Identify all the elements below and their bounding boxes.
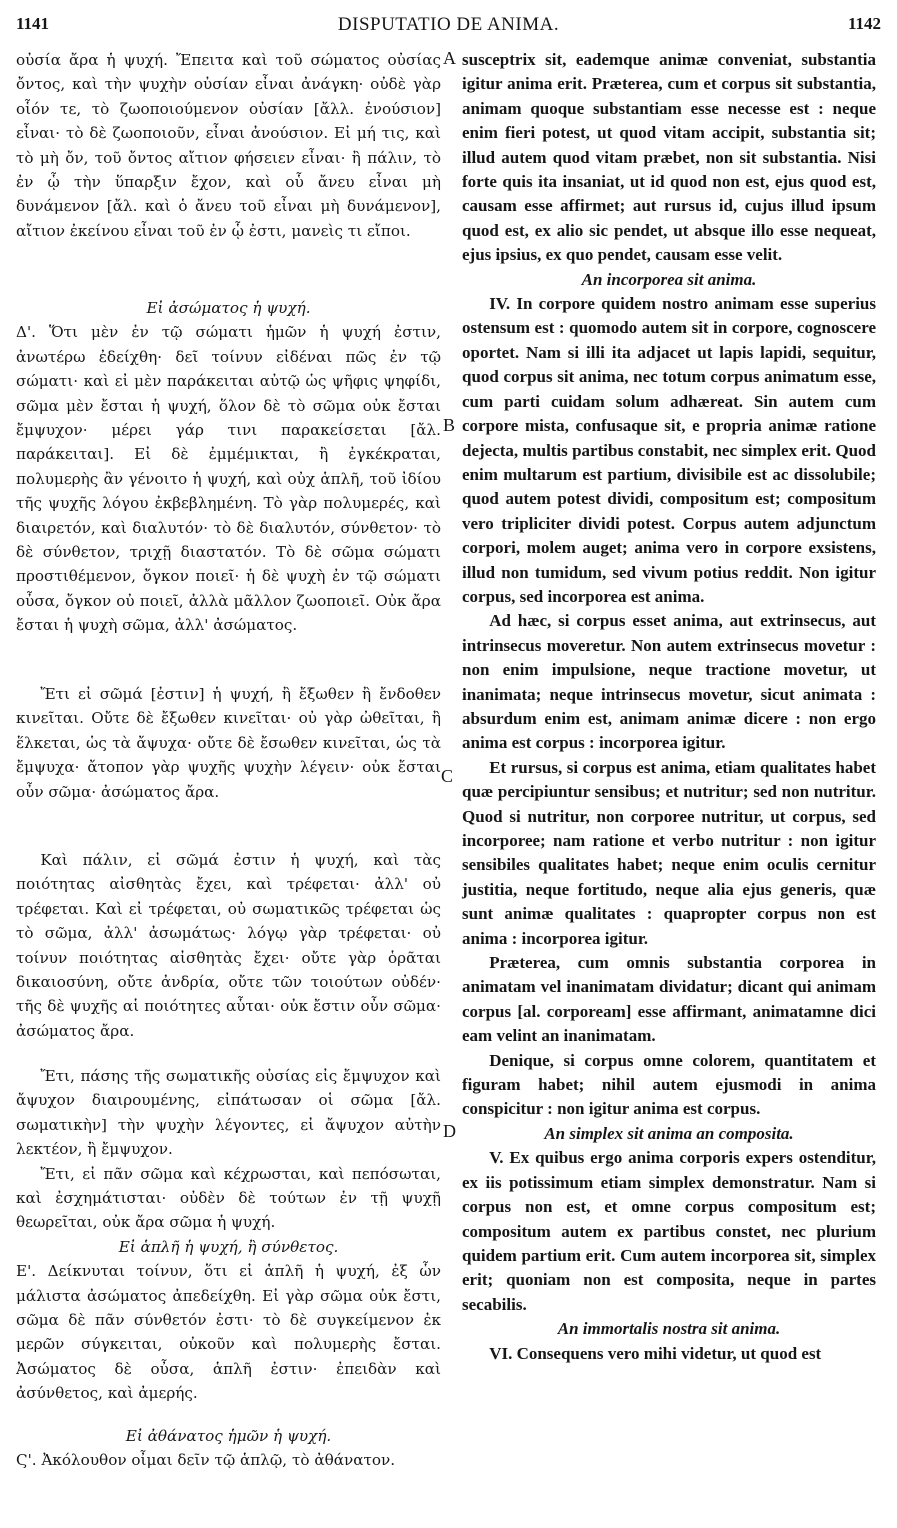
greek-block-2 [16,296,441,638]
latin-column [462,48,876,1366]
latin-paragraph: VI. Consequens vero mihi videtur, ut quod est [489,1343,822,1363]
latin-paragraph: V. Ex quibus ergo anima corporis expers ostenditur, ex iis potissimum etiam simplex demonstratur. Nam si corpus non est, et omne corpus compositum est; compositum autem ex partibus constet, nec plurium quidem partium erit. Cum autem incorporea sit, simplex erit; quoniam non est composita, neque in partes secabilis. [462,1148,876,1314]
greek-paragraph: Ἔτι, πάσης τῆς σωματικῆς οὐσίας εἰς ἔμψυχον καὶ ἄψυχον διαιρουμένης, εἰπάτωσαν οἱ σῶμα [ἄλ. σωματικὴν] τὴν ψυχὴν λέγοντες, εἰ ἄψυχον αὐτὴν λεκτέον, ἢ ἔμψυχον. [16,1067,441,1159]
greek-section-heading: Εἰ ἁπλῆ ἡ ψυχή, ἢ σύνθετος. [118,1237,339,1256]
greek-section-heading: Εἰ ἀθάνατος ἡμῶν ἡ ψυχή. [125,1427,332,1445]
greek-paragraph: Δ'. Ὅτι μὲν ἐν τῷ σώματι ἡμῶν ἡ ψυχή ἐστιν, ἀνωτέρω ἐδείχθη· δεῖ τοίνυν εἰδέναι πῶς ἐν τῷ σώματι· καὶ εἰ μὲν παράκειται αὐτῷ ὡς ψῆφις ψηφίδι, σῶμα μὲν ἔσται ἡ ψυχή, ὅλον δὲ τὸ σῶμα οὐκ ἔσται ἔμψυχον· μέρει γάρ τινι παρακείσεται [ἄλ. παράκειται]. Εἰ δὲ ἐμμέμικται, ἢ ἐγκέκραται, πολυμερὴς ἂν γένοιτο ἡ ψυχή, καὶ οὐχ ἁπλῆ, τοῦ ἰδίου τῆς ψυχῆς λόγου ἐκβεβλημένη. Τὸ γὰρ πολυμερές, καὶ διαιρετόν, καὶ διαλυτόν· τὸ δὲ διαλυτόν, σύνθετον· τὸ δὲ σύνθετον, τριχῇ διαστατόν. Τὸ δὲ σῶμα σώματι προστιθέμενον, ὄγκον ποιεῖ· ἡ δὲ ψυχὴ ἐν τῷ σώματι οὖσα, ὄγκον οὐ ποιεῖ, ἀλλὰ μᾶλλον ζωοποιεῖ. Οὐκ ἄρα ἔσται ἡ ψυχὴ σῶμα, ἀλλ' ἀσώματος. [16,323,441,635]
latin-paragraph: Denique, si corpus omne colorem, quantitatem et figuram habet; nihil autem ejusmodi in anima conspicitur : non igitur anima est corpus. [462,1050,876,1119]
margin-letter-d: D [443,1121,456,1141]
latin-section-heading: An immortalis nostra sit anima. [557,1319,781,1339]
greek-block-1 [16,48,441,243]
latin-paragraph: IV. In corpore quidem nostro animam esse superius ostensum est : quomodo autem sit in corpore, cognoscere oportet. Nam si illi ita adjacet ut lapis lapidi, sequitur, quod corpus sit anima, nec totum corpus animatum esse, cum parti cuidam solum adhæreat. Sin autem cum corpore mista, confusaque sit, e propria animæ ratione dejecta, multis partibus constabit, nec simplex erit. Quod enim multarum est partium, divisibile est ac dissolubile; quod autem potest dividi, compositum est; compositum vero tripliciter dividi potest. Corpus autem adjunctum corpori, molem auget; anima vero in corpore exsistens, illud non tumidum, sed vivum potius reddit. Non igitur corpus, sed incorporea est anima. [462,294,876,606]
latin-section-heading: An simplex sit anima an composita. [544,1123,794,1143]
running-title: DISPUTATIO DE ANIMA. [337,14,560,35]
latin-paragraph: Præterea, cum omnis substantia corporea in animatam vel inanimatam dividatur; dicant qui animam corpus [al. corpoream] esse affirmant, animatamne dici eam velint an inanimatam. [462,953,876,1046]
greek-paragraph: Ἔτι, εἰ πᾶν σῶμα καὶ κέχρωσται, καὶ πεπόσωται, καὶ ἐσχημάτισται· οὐδὲν δὲ τούτων ἐν τῇ ψυχῇ θεωρεῖται, οὐκ ἄρα σῶμα ἡ ψυχή. [16,1164,441,1232]
greek-paragraph: Ἔτι εἰ σῶμά [ἐστιν] ἡ ψυχή, ἢ ἔξωθεν ἢ ἔνδοθεν κινεῖται. Οὔτε δὲ ἔξωθεν κινεῖται· οὐ γὰρ ὠθεῖται, ἢ ἕλκεται, ὡς τὰ ἄψυχα· οὔτε δὲ ἔσωθεν κινεῖται, ὡς τὰ ἔμψυχα· ἄτοπον γὰρ ψυχῆς ψυχὴν λέγειν· οὐκ ἔσται οὖν σῶμα· ἀσώματος ἄρα. [16,685,441,801]
greek-section-heading: Εἰ ἀσώματος ἡ ψυχή. [146,299,311,317]
left-page-number: 1141 [16,14,50,33]
greek-paragraph: Ϛ'. Ἀκόλουθον οἶμαι δεῖν τῷ ἁπλῷ, τὸ ἀθάνατον. [16,1451,396,1470]
right-page-number: 1142 [847,14,881,33]
greek-block-4 [16,848,441,1043]
greek-paragraph: Καὶ πάλιν, εἰ σῶμά ἐστιν ἡ ψυχή, καὶ τὰς ποιότητας αἰσθητὰς ἔχει, καὶ τρέφεται· ἀλλ' οὐ τρέφεται. Καὶ εἰ τρέφεται, οὐ σωματικῶς τρέφεται ὡς τὸ σῶμα, ἀλλ' ἀσωμάτως· λόγῳ γὰρ τρέφεται· οὐ τοίνυν ποιότητας αἰσθητὰς ἔχει· οὔτε γὰρ ὁρᾶται δικαιοσύνη, οὔτε ἀνδρία, οὔτε τῶν τοιούτων οὐδέν· τῆς δὲ ψυχῆς αἱ ποιότητες αὗται· οὐκ ἔστιν οὖν σῶμα· ἀσώματος ἄρα. [16,851,441,1040]
greek-block-5 [16,1064,441,1406]
greek-paragraph: Ε'. Δείκνυται τοίνυν, ὅτι εἰ ἁπλῆ ἡ ψυχή, ἐξ ὧν μάλιστα ἀσώματος ἀπεδείχθη. Εἰ γὰρ σῶμα οὐκ ἔστι, σῶμα δὲ πᾶν σύνθετόν ἐστι· τὸ δὲ συγκείμενον ἐκ μερῶν σύγκειται, οὐκοῦν καὶ πολυμερὴς ἔσται. Ἀσώματος δὲ οὖσα, ἁπλῆ ἐστιν· ἐπειδὰν καὶ ἀσύνθετος, καὶ ἀμερής. [16,1262,441,1403]
running-header [0,14,897,44]
margin-letter-b: B [443,415,456,435]
latin-paragraph: Ad hæc, si corpus esset anima, aut extrinsecus, aut intrinsecus moveretur. Non autem extrinsecus movetur : non enim impulsione, neque tractione movetur, ut inanimata; neque intrinsecus movetur, sicut animata : absurdum enim est, animam animæ dicere : non ergo anima est corpus : incorporea igitur. [462,611,876,753]
greek-block-3 [16,682,441,804]
latin-paragraph: susceptrix sit, eademque animæ conveniat, substantia igitur anima erit. Præterea, cum et corpus sit substantia, animam quoque substantiam esse necesse est : neque enim fieri potest, ut quod vitam accipit, substantia sit; illud autem quod vitam præbet, non sit substantia. Nisi forte quis ita insaniat, ut id quod non est, ejus quod est, causam esse affirmet; aut rursus id, cujus illud ipsum quod est, ex alio sic pendet, ut absque illo esse nequeat, ejus ipsius, ex quo pendet, causam esse velit. [462,50,876,265]
latin-section-heading: An incorporea sit anima. [581,269,757,289]
greek-block-6 [16,1424,441,1473]
greek-paragraph: οὐσία ἄρα ἡ ψυχή. Ἔπειτα καὶ τοῦ σώματος οὐσίας ὄντος, καὶ τὴν ψυχὴν οὐσίαν εἶναι ἀνάγκη· οὐδὲ γὰρ οἷόν τε, τὸ ζωοποιούμενον οὐσίαν [ἄλλ. ἐνούσιον] εἶναι· τὸ δὲ ζωοποιοῦν, εἶναι ἀνούσιον. Εἰ μή τις, καὶ τὸ μὴ ὄν, τοῦ ὄντος αἴτιον φήσειεν εἶναι· ἢ πάλιν, τὸ ἐν ᾧ τὴν ὕπαρξιν ἔχον, καὶ οὗ ἄνευ εἶναι μὴ δυνάμενον [ἄλ. καὶ ὁ ἄνευ τοῦ εἶναι μὴ δυνάμενον], αἴτιον ἐκείνου εἶναι τοῦ ἐν ᾧ ἐστι, μανεὶς τι εἴποι. [16,51,441,240]
latin-paragraph: Et rursus, si corpus est anima, etiam qualitates habet quæ percipiuntur sensibus; et nutritur; sed non nutritur. Quod si nutritur, non corporee nutritur, ut corpus, sed incorporee; nam ratione et verbo nutritur : non igitur sensibiles qualitates habet; neque enim oculis cernitur justitia, neque fortitudo, neque alia ejus generis, quæ sunt animæ qualitates : quapropter corpus non est anima : incorporea igitur. [462,757,876,948]
margin-letter-c: C [441,766,454,786]
margin-letter-a: A [443,48,456,68]
